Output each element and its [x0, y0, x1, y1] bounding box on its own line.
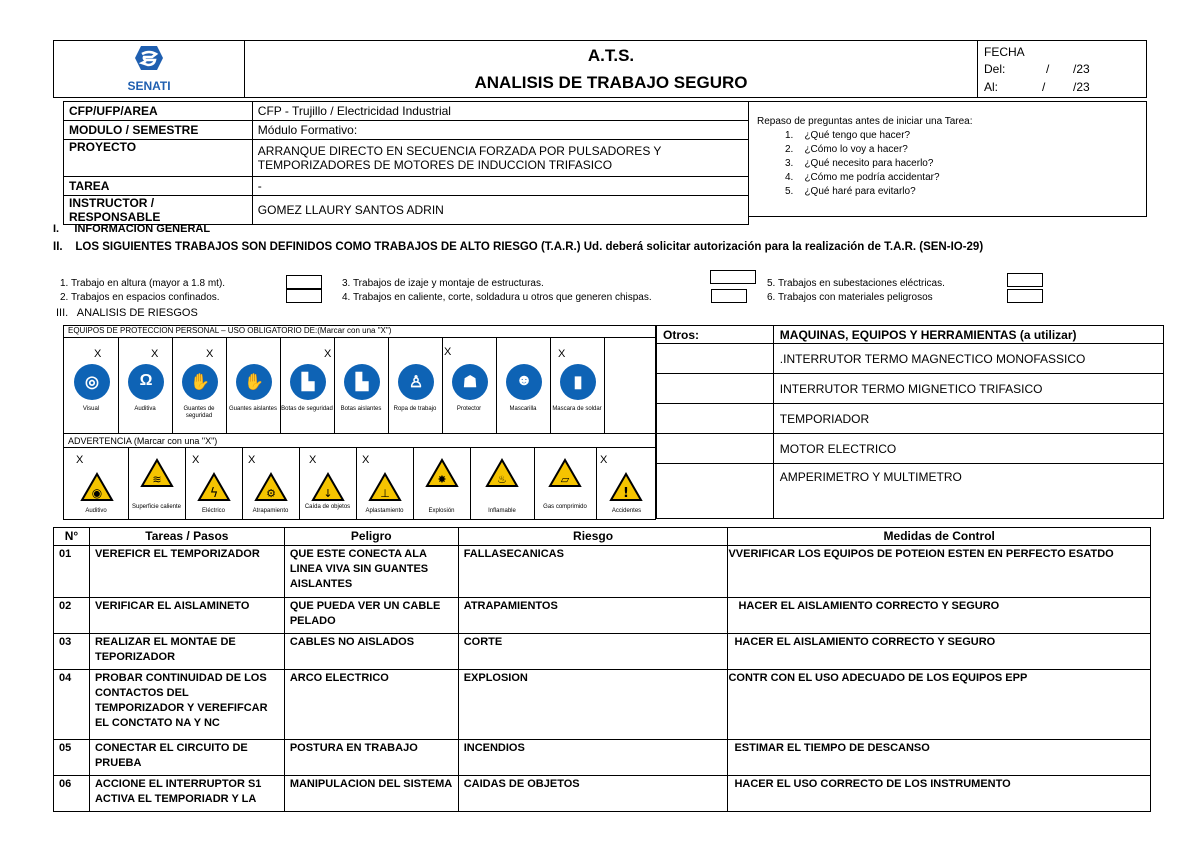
hot-surface-warning-icon	[140, 458, 174, 488]
del-slash: /	[1046, 62, 1050, 76]
safety-glasses-icon: ◎	[74, 364, 110, 400]
protector-icon: ☗	[452, 364, 488, 400]
header-logo-cell	[53, 40, 245, 98]
col-header: Peligro	[284, 528, 458, 546]
epp-label: Botas aislantes	[340, 406, 382, 412]
otros-label: Otros:	[657, 326, 774, 344]
general-warning-icon	[609, 472, 643, 502]
svg-text:⊥: ⊥	[380, 487, 390, 500]
insulated-boots-icon: ▙	[344, 364, 380, 400]
svg-text:⚙: ⚙	[266, 487, 276, 500]
task-step: CONECTAR EL CIRCUITO DE PRUEBA	[89, 740, 284, 776]
task-hazard: QUE PUEDA VER UN CABLE PELADO	[284, 598, 458, 634]
equipment-item: AMPERIMETRO Y MULTIMETRO	[773, 464, 1163, 519]
section-risk-analysis: III. ANALISIS DE RIESGOS	[56, 307, 198, 319]
info-value: -	[252, 177, 748, 196]
task-number: 04	[54, 670, 90, 740]
table-row	[54, 670, 1151, 740]
task-risk: INCENDIOS	[458, 740, 728, 776]
warning-label: Auditivo	[85, 508, 107, 514]
warning-label: Eléctrico	[201, 508, 225, 514]
task-step: VEREFICR EL TEMPORIZADOR	[89, 546, 284, 598]
senati-logo-icon	[134, 45, 164, 71]
task-step: VERIFICAR EL AISLAMINETO	[89, 598, 284, 634]
task-hazard: CABLES NO AISLADOS	[284, 634, 458, 670]
equipment-item: TEMPORIADOR	[773, 404, 1163, 434]
col-header: Riesgo	[458, 528, 728, 546]
epp-label: Botas de seguridad	[281, 406, 333, 412]
high-risk-item-1: 1. Trabajo en altura (mayor a 1.8 mt).	[60, 278, 226, 289]
entrapment-warning-icon	[254, 472, 288, 502]
electrical-warning-icon	[197, 472, 231, 502]
high-risk-checkbox-2[interactable]	[286, 289, 322, 303]
epp-label: Mascara de soldar	[552, 406, 602, 412]
review-question: 2. ¿Cómo lo voy a hacer?	[785, 144, 908, 155]
equipment-item: INTERRUTOR TERMO MIGNETICO TRIFASICO	[773, 374, 1163, 404]
epp-label: Ropa de trabajo	[393, 406, 437, 412]
review-title: Repaso de preguntas antes de iniciar una Tarea:	[757, 116, 973, 127]
task-hazard: MANIPULACION DEL SISTEMA	[284, 776, 458, 812]
task-number: 05	[54, 740, 90, 776]
epp-label: Mascarilla	[509, 406, 537, 412]
task-number: 06	[54, 776, 90, 812]
insulated-gloves-icon: ✋	[236, 364, 272, 400]
warning-label: Gas comprimido	[543, 504, 587, 510]
info-label: INSTRUCTOR / RESPONSABLE	[64, 196, 253, 225]
high-risk-item-3: 3. Trabajos de izaje y montaje de estructuras.	[342, 278, 544, 289]
task-control: VVERIFICAR LOS EQUIPOS DE POTEION ESTEN EN PERFECTO ESATDO	[728, 546, 1151, 598]
review-question: 5. ¿Qué haré para evitarlo?	[785, 186, 916, 197]
info-row-proyecto	[64, 140, 749, 177]
info-value: GOMEZ LLAURY SANTOS ADRIN	[252, 196, 748, 225]
table-row	[54, 634, 1151, 670]
task-risk: CORTE	[458, 634, 728, 670]
high-risk-checkbox-4[interactable]	[711, 289, 747, 303]
epp-mark: X	[206, 348, 214, 360]
warning-label: Superficie caliente	[131, 504, 182, 510]
svg-text:♨: ♨	[497, 473, 507, 486]
compressed-gas-warning-icon	[548, 458, 582, 488]
epp-box	[63, 325, 656, 520]
svg-text:✸: ✸	[437, 473, 447, 486]
header-date-cell	[977, 40, 1147, 98]
section-general-info: I. INFORMACION GENERAL	[53, 223, 211, 235]
warning-mark: X	[600, 454, 608, 466]
svg-text:▱: ▱	[560, 473, 570, 486]
task-hazard: QUE ESTE CONECTA ALA LINEA VIVA SIN GUANTES AISLANTES	[284, 546, 458, 598]
epp-label: Visual	[82, 406, 100, 412]
epp-mark: X	[94, 348, 102, 360]
epp-mark: X	[151, 348, 159, 360]
table-row	[54, 546, 1151, 598]
equipment-row	[657, 344, 1164, 374]
info-label: MODULO / SEMESTRE	[64, 121, 253, 140]
epp-mark: X	[558, 348, 566, 360]
task-number: 01	[54, 546, 90, 598]
high-risk-checkbox-3[interactable]	[710, 270, 756, 284]
high-risk-checkbox-6[interactable]	[1007, 289, 1043, 303]
info-value: CFP - Trujillo / Electricidad Industrial	[252, 102, 748, 121]
equipment-item: MOTOR ELECTRICO	[773, 434, 1163, 464]
table-row	[54, 598, 1151, 634]
safety-boots-icon: ▙	[290, 364, 326, 400]
warning-mark: X	[192, 454, 200, 466]
warnings-title: ADVERTENCIA (Marcar con una "X")	[68, 436, 218, 446]
info-row-instructor	[64, 196, 749, 225]
warning-mark: X	[309, 454, 317, 466]
welding-mask-icon: ▮	[560, 364, 596, 400]
al-year: /23	[1073, 80, 1090, 94]
page-subtitle: ANALISIS DE TRABAJO SEGURO	[474, 73, 748, 92]
review-question: 1. ¿Qué tengo que hacer?	[785, 130, 911, 141]
high-risk-item-2: 2. Trabajos en espacios confinados.	[60, 292, 220, 303]
del-label: Del:	[984, 62, 1006, 76]
info-table	[63, 101, 749, 225]
task-step: REALIZAR EL MONTAE DE TEPORIZADOR	[89, 634, 284, 670]
table-row	[54, 740, 1151, 776]
warning-label: Aplastamiento	[365, 508, 404, 514]
work-clothes-icon: ♙	[398, 364, 434, 400]
svg-text:↓: ↓	[323, 487, 333, 500]
equipment-header-row	[657, 326, 1164, 344]
equipment-row	[657, 404, 1164, 434]
epp-title: EQUIPOS DE PROTECCION PERSONAL – USO OBLIGATORIO DE:(Marcar con una "X")	[68, 326, 392, 335]
info-label: CFP/UFP/AREA	[64, 102, 253, 121]
task-control: HACER EL USO CORRECTO DE LOS INSTRUMENTO	[728, 776, 1151, 812]
epp-label: Guantes de seguridad	[183, 406, 215, 419]
review-questions-box	[748, 101, 1147, 217]
epp-mark: X	[324, 348, 332, 360]
crushing-warning-icon	[368, 472, 402, 502]
task-risk: EXPLOSION	[458, 670, 728, 740]
epp-label: Protector	[456, 406, 482, 412]
info-label: PROYECTO	[64, 140, 253, 177]
info-value-line2: TEMPORIZADORES DE MOTORES DE INDUCCION TRIFASICO	[257, 158, 613, 172]
ear-protection-icon: Ω	[128, 364, 164, 400]
task-control: HACER EL AISLAMIENTO CORRECTO Y SEGURO	[728, 634, 1151, 670]
high-risk-checkbox-1[interactable]	[286, 275, 322, 289]
high-risk-checkbox-5[interactable]	[1007, 273, 1043, 287]
epp-title-bar	[64, 326, 655, 338]
high-risk-item-6: 6. Trabajos con materiales peligrosos	[767, 292, 933, 303]
svg-text:!: !	[623, 486, 629, 501]
task-step: PROBAR CONTINUIDAD DE LOS CONTACTOS DEL TEMPORIZADOR Y VEREFIFCAR EL CONCTATO NA Y NC	[89, 670, 284, 740]
fecha-label: FECHA	[984, 45, 1025, 59]
svg-text:≋: ≋	[152, 473, 162, 486]
task-number: 03	[54, 634, 90, 670]
svg-text:ϟ: ϟ	[209, 486, 219, 501]
tasks-table	[53, 527, 1151, 812]
info-value: Módulo Formativo:	[252, 121, 748, 140]
equipment-item: .INTERRUTOR TERMO MAGNECTICO MONOFASSICO	[773, 344, 1163, 374]
task-control: HACER EL AISLAMIENTO CORRECTO Y SEGURO	[728, 598, 1151, 634]
high-risk-item-4: 4. Trabajos en caliente, corte, soldadura u otros que generen chispas.	[342, 292, 652, 303]
epp-mark: X	[444, 346, 452, 358]
section-high-risk: II. LOS SIGUIENTES TRABAJOS SON DEFINIDOS COMO TRABAJOS DE ALTO RIESGO (T.A.R.) Ud. deberá solicitar autorización para la realización de T.A.R. (SEN-IO-29)	[53, 241, 984, 253]
warning-label: Explosión	[428, 508, 455, 514]
info-row-area	[64, 102, 749, 121]
info-row-modulo	[64, 121, 749, 140]
task-risk: FALLASECANICAS	[458, 546, 728, 598]
warning-mark: X	[362, 454, 370, 466]
equipment-row	[657, 434, 1164, 464]
equipment-row	[657, 374, 1164, 404]
logo-text: SENATI	[127, 79, 171, 93]
task-risk: CAIDAS DE OBJETOS	[458, 776, 728, 812]
tasks-header-row	[54, 528, 1151, 546]
explosion-warning-icon	[425, 458, 459, 488]
table-row	[54, 776, 1151, 812]
del-year: /23	[1073, 62, 1090, 76]
col-header: Medidas de Control	[728, 528, 1151, 546]
task-number: 02	[54, 598, 90, 634]
al-label: Al:	[984, 80, 999, 94]
col-header: N°	[54, 528, 90, 546]
warning-mark: X	[248, 454, 256, 466]
task-risk: ATRAPAMIENTOS	[458, 598, 728, 634]
al-slash: /	[1042, 80, 1046, 94]
review-question: 4. ¿Cómo me podría accidentar?	[785, 172, 940, 183]
task-hazard: POSTURA EN TRABAJO	[284, 740, 458, 776]
falling-objects-warning-icon	[311, 472, 345, 502]
warning-mark: X	[76, 454, 84, 466]
review-question: 3. ¿Qué necesito para hacerlo?	[785, 158, 934, 169]
svg-text:◉: ◉	[91, 486, 103, 500]
task-step: ACCIONE EL INTERRUPTOR S1 ACTIVA EL TEMPORIADR Y LA	[89, 776, 284, 812]
info-label: TAREA	[64, 177, 253, 196]
page-title: A.T.S.	[587, 46, 635, 65]
high-risk-item-5: 5. Trabajos en subestaciones eléctricas.	[767, 278, 945, 289]
task-control: ESTIMAR EL TIEMPO DE DESCANSO	[728, 740, 1151, 776]
task-control: CONTR CON EL USO ADECUADO DE LOS EQUIPOS EPP	[728, 670, 1151, 740]
warning-label: Accidentes	[611, 508, 642, 514]
equipment-row	[657, 464, 1164, 519]
warning-label: Caída de objetos	[304, 504, 351, 510]
safety-gloves-icon: ✋	[182, 364, 218, 400]
task-hazard: ARCO ELECTRICO	[284, 670, 458, 740]
equipment-table	[656, 325, 1164, 519]
info-value-line1: ARRANQUE DIRECTO EN SECUENCIA FORZADA POR PULSADORES Y	[257, 144, 662, 158]
info-row-tarea	[64, 177, 749, 196]
equipment-title: MAQUINAS, EQUIPOS Y HERRAMIENTAS (a utilizar)	[773, 326, 1163, 344]
col-header: Tareas / Pasos	[89, 528, 284, 546]
noise-warning-icon	[80, 472, 114, 502]
warning-label: Atrapamiento	[252, 508, 289, 514]
flammable-warning-icon	[485, 458, 519, 488]
warning-label: Inflamable	[488, 508, 516, 514]
epp-label: Auditiva	[134, 406, 156, 412]
face-mask-icon: ☻	[506, 364, 542, 400]
epp-label: Guantes aislantes	[228, 406, 278, 412]
header-title-cell	[244, 40, 978, 98]
